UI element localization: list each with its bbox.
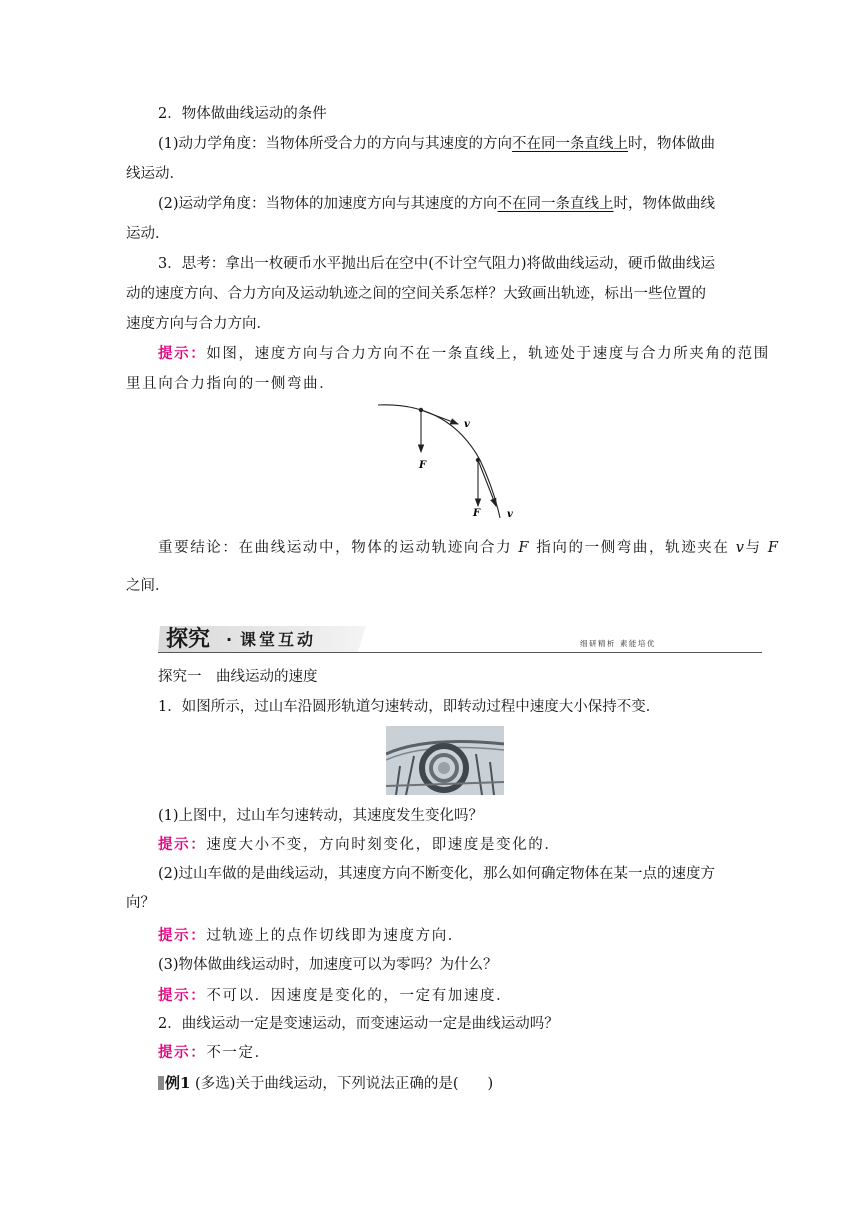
section-banner [158, 620, 762, 654]
explore1-a1 [158, 835, 561, 855]
underlined-text: 不在同一条直线上 [512, 136, 629, 152]
explore1-q2-line2: 向？ [126, 895, 155, 911]
text: 时，物体做曲 [628, 136, 716, 152]
banner-title: 课堂互动 [240, 630, 317, 649]
label-F2: F [473, 508, 481, 519]
hint-text: 过轨迹上的点作切线即为速度方向． [206, 928, 464, 944]
example-badge [158, 1074, 190, 1092]
banner-dot: · [226, 630, 233, 649]
text: 与 [745, 540, 768, 556]
symbol-F: F [518, 540, 531, 556]
section3-question-line1: 3．思考：拿出一枚硬币水平抛出后在空中(不计空气阻力)将做曲线运动，硬币做曲线运 [158, 256, 716, 272]
text: 重要结论：在曲线运动中，物体的运动轨迹向合力 [158, 540, 519, 556]
example-badge-label: 例1 [165, 1074, 191, 1092]
section2-p1 [158, 134, 715, 154]
section3-hint-cont: 里且向合力指向的一侧弯曲． [126, 376, 336, 392]
hint-text: 如图，速度方向与合力方向不在一条直线上，轨迹处于速度与合力所夹角的范围 [206, 346, 770, 362]
explore1-title: 探究一 曲线运动的速度 [158, 669, 318, 685]
explore1-a3 [158, 986, 512, 1006]
text: 指向的一侧弯曲，轨迹夹在 [530, 540, 736, 556]
hint-label: 提示： [158, 928, 207, 944]
hint-text: 速度大小不变，方向时刻变化，即速度是变化的． [206, 837, 561, 853]
explore1-q2-line1: (2)过山车做的是曲线运动，其速度方向不断变化，那么如何确定物体在某一点的速度方 [158, 866, 716, 882]
section3-question-line3: 速度方向与合力方向． [126, 316, 271, 332]
explore1-item2: 2．曲线运动一定是变速运动，而变速运动一定是曲线运动吗？ [158, 1016, 559, 1032]
label-F1: F [419, 460, 427, 471]
trajectory-diagram [370, 398, 530, 522]
section2-p2 [158, 194, 715, 214]
hint-label: 提示： [158, 988, 207, 1004]
hint-text: 不可以．因速度是变化的，一定有加速度． [206, 988, 513, 1004]
symbol-F: F [767, 540, 780, 556]
explore1-a4 [158, 1043, 271, 1063]
banner-rule [158, 652, 762, 653]
text: (2)运动学角度：当物体的加速度方向与其速度的方向 [158, 196, 498, 212]
underlined-text: 不在同一条直线上 [497, 196, 614, 212]
explore1-q3: (3)物体做曲线运动时，加速度可以为零吗？为什么？ [158, 957, 498, 973]
section2-p1-cont: 线运动． [126, 166, 184, 182]
velocity-arrow-2 [478, 460, 496, 506]
hint-label: 提示： [158, 837, 207, 853]
velocity-arrow-1 [421, 410, 458, 424]
section2-title: 2．物体做曲线运动的条件 [158, 106, 327, 122]
label-v1: v [464, 419, 470, 430]
text: 时，物体做曲线 [613, 196, 716, 212]
symbol-v: v [735, 540, 746, 556]
explore1-item1: 1．如图所示，过山车沿圆形轨道匀速转动，即转动过程中速度大小保持不变． [158, 699, 661, 715]
explore1-a2 [158, 926, 464, 946]
conclusion-line2: 之间． [126, 578, 170, 594]
banner-subtitle: 细研精析 素能培优 [580, 639, 656, 648]
hint-text: 不一定． [206, 1045, 271, 1061]
example-text: (多选)关于曲线运动，下列说法正确的是( ) [190, 1076, 494, 1092]
hint-label: 提示： [158, 346, 207, 362]
conclusion-line1 [158, 538, 780, 558]
section3-hint [158, 344, 770, 364]
roller-coaster-illustration [386, 726, 504, 795]
example-1 [158, 1073, 493, 1094]
section3-question-line2: 动的速度方向、合力方向及运动轨迹之间的空间关系怎样？大致画出轨迹，标出一些位置的 [126, 286, 706, 302]
trajectory-curve [378, 405, 500, 518]
explore1-q1: (1)上图中，过山车匀速转动，其速度发生变化吗？ [158, 808, 484, 824]
roller-coaster-photo [386, 726, 504, 795]
label-v2: v [507, 509, 513, 520]
text: (1)动力学角度：当物体所受合力的方向与其速度的方向 [158, 136, 513, 152]
hint-label: 提示： [158, 1045, 207, 1061]
section2-p2-cont: 运动． [126, 226, 170, 242]
example-badge-bar [158, 1076, 164, 1090]
banner-big-title: 探究 [166, 627, 211, 652]
